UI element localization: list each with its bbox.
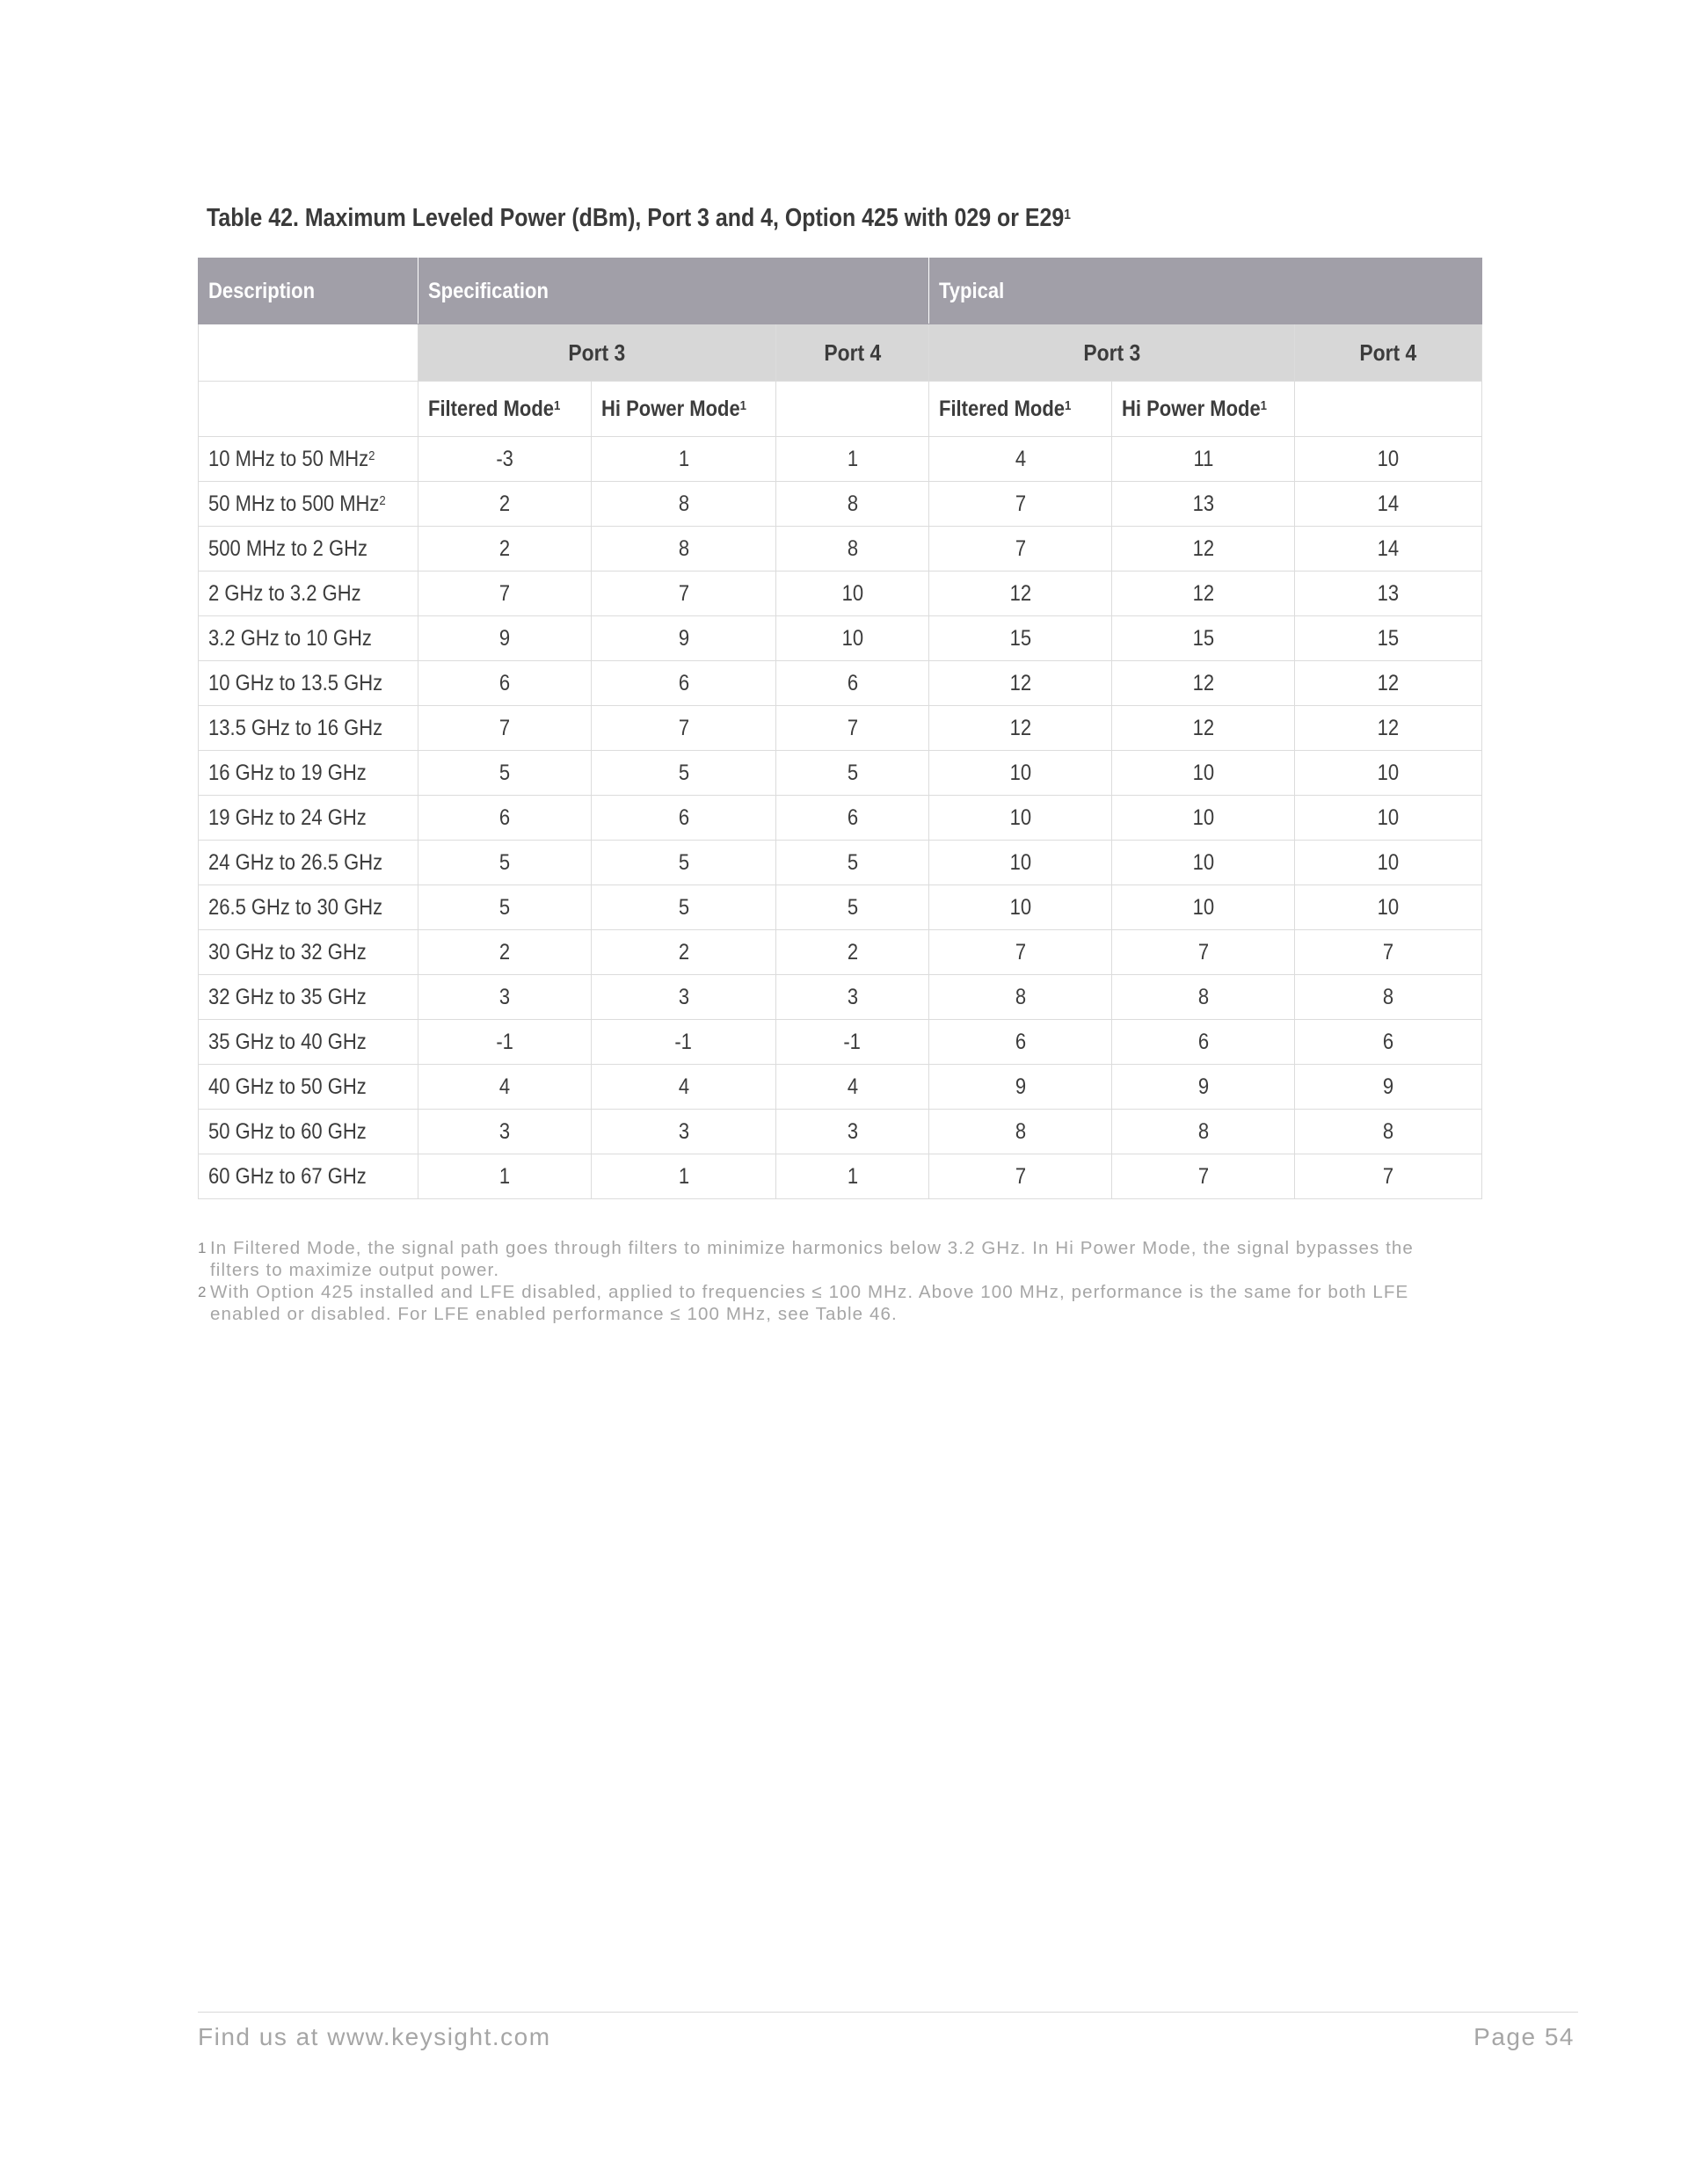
header-row-2 (199, 324, 1482, 382)
footnote-text: In Filtered Mode, the signal path goes through filters to minimize harmonics below 3.2 GHz. In Hi Power Mode, the signal bypasses the filters to maximize output power. (210, 1238, 1414, 1280)
footnote-marker: 2 (198, 1284, 207, 1300)
row-value: 4 (592, 1065, 776, 1110)
row-value: 1 (592, 1154, 776, 1199)
header-spec-port4: Port 4 (776, 324, 929, 382)
row-description: 10 MHz to 50 MHz$^2$ (199, 437, 418, 482)
row-value: 1 (776, 437, 929, 482)
row-value: 2 (418, 527, 592, 571)
row-value: 2 (776, 930, 929, 975)
row-value: 5 (418, 841, 592, 885)
row-value: 3 (592, 975, 776, 1020)
header-description: Description (199, 258, 418, 324)
footer-website: Find us at www.keysight.com (198, 2023, 551, 2050)
row-value: 7 (418, 571, 592, 616)
row-value: 13 (1295, 571, 1482, 616)
row-value: 10 (929, 841, 1112, 885)
row-value: 6 (776, 796, 929, 841)
row-description: 10 GHz to 13.5 GHz (199, 661, 418, 706)
row-description: 500 MHz to 2 GHz (199, 527, 418, 571)
row-description: 50 GHz to 60 GHz (199, 1110, 418, 1154)
row-value: 6 (1295, 1020, 1482, 1065)
row-value: 12 (929, 571, 1112, 616)
header-spec-port3: Port 3 (418, 324, 776, 382)
row-value: 3 (776, 975, 929, 1020)
row-value: -1 (418, 1020, 592, 1065)
row-value: 5 (418, 885, 592, 930)
row-description: 2 GHz to 3.2 GHz (199, 571, 418, 616)
footer-divider (198, 2012, 1578, 2013)
row-value: 9 (1295, 1065, 1482, 1110)
row-description: 32 GHz to 35 GHz (199, 975, 418, 1020)
footnote-text: With Option 425 installed and LFE disabled, applied to frequencies ≤ 100 MHz. Above 100 MHz, performance is the same for both LFE enabled or disabled. For LFE enabled performance ≤ 100 MHz, see Table 46. (210, 1282, 1409, 1324)
row-value: 15 (1112, 616, 1295, 661)
row-value: 13 (1112, 482, 1295, 527)
row-value: 8 (776, 482, 929, 527)
table-row (199, 571, 1482, 616)
row-value: 2 (418, 482, 592, 527)
row-value: 12 (929, 661, 1112, 706)
row-value: 2 (418, 930, 592, 975)
header-specification: Specification (418, 258, 929, 324)
row-value: 7 (1112, 930, 1295, 975)
row-value: 8 (1112, 975, 1295, 1020)
row-value: 7 (929, 1154, 1112, 1199)
row-value: 3 (418, 1110, 592, 1154)
row-value: 6 (592, 661, 776, 706)
row-description: 35 GHz to 40 GHz (199, 1020, 418, 1065)
row-value: 8 (1295, 975, 1482, 1020)
max-leveled-power-table (198, 258, 1482, 1199)
table-row (199, 616, 1482, 661)
row-value: 8 (929, 1110, 1112, 1154)
row-description: 30 GHz to 32 GHz (199, 930, 418, 975)
row-value: 5 (776, 751, 929, 796)
row-value: 10 (1295, 437, 1482, 482)
row-value: 6 (929, 1020, 1112, 1065)
table-row (199, 841, 1482, 885)
row-value: 10 (1295, 796, 1482, 841)
row-value: 10 (776, 616, 929, 661)
row-value: 10 (929, 796, 1112, 841)
row-value: 7 (592, 571, 776, 616)
row-description: 50 MHz to 500 MHz$^2$ (199, 482, 418, 527)
row-description: 24 GHz to 26.5 GHz (199, 841, 418, 885)
row-description: 40 GHz to 50 GHz (199, 1065, 418, 1110)
table-row (199, 885, 1482, 930)
row-value: 15 (1295, 616, 1482, 661)
table-row (199, 930, 1482, 975)
row-value: 10 (1295, 841, 1482, 885)
row-value: 10 (1295, 885, 1482, 930)
row-value: 9 (1112, 1065, 1295, 1110)
row-value: 10 (1112, 885, 1295, 930)
table-row (199, 482, 1482, 527)
row-value: 12 (1112, 571, 1295, 616)
row-value: 7 (929, 527, 1112, 571)
header-typ-filtered-mode: Filtered Mode$^1$ (929, 382, 1112, 437)
row-value: 15 (929, 616, 1112, 661)
row-value: 14 (1295, 482, 1482, 527)
row-value: 10 (1295, 751, 1482, 796)
row-value: 8 (1295, 1110, 1482, 1154)
row-value: 4 (929, 437, 1112, 482)
header-spec-hi-power-mode: Hi Power Mode$^1$ (592, 382, 776, 437)
table-row (199, 1110, 1482, 1154)
row-value: 6 (1112, 1020, 1295, 1065)
row-value: -1 (592, 1020, 776, 1065)
row-description: 60 GHz to 67 GHz (199, 1154, 418, 1199)
table-row (199, 661, 1482, 706)
table-row (199, 751, 1482, 796)
row-value: 9 (418, 616, 592, 661)
row-value: -3 (418, 437, 592, 482)
table-row (199, 437, 1482, 482)
row-value: 4 (776, 1065, 929, 1110)
table-row (199, 796, 1482, 841)
row-value: 5 (592, 885, 776, 930)
footnotes (198, 1237, 1455, 1325)
row-value: 8 (592, 527, 776, 571)
row-value: 8 (929, 975, 1112, 1020)
footer-page-number: Page 54 (1473, 2023, 1575, 2050)
row-value: 6 (418, 661, 592, 706)
row-value: 6 (776, 661, 929, 706)
table-row (199, 1154, 1482, 1199)
row-value: 7 (1112, 1154, 1295, 1199)
footnote-2 (198, 1281, 1455, 1325)
row-value: 3 (418, 975, 592, 1020)
row-value: 3 (592, 1110, 776, 1154)
row-value: 5 (776, 885, 929, 930)
header-typ-hi-power-mode: Hi Power Mode$^1$ (1112, 382, 1295, 437)
header-row-3 (199, 382, 1482, 437)
row-value: 5 (592, 751, 776, 796)
table-row (199, 706, 1482, 751)
row-value: 10 (1112, 751, 1295, 796)
row-value: 7 (776, 706, 929, 751)
header3-spec-port4-empty (776, 382, 929, 437)
row-value: 1 (418, 1154, 592, 1199)
title-footnote-mark: 1 (1064, 207, 1071, 222)
row-value: 10 (929, 751, 1112, 796)
table-title: Table 42. Maximum Leveled Power (dBm), Port 3 and 4, Option 425 with 029 or $E29^1$ (207, 204, 1071, 232)
row-description: 26.5 GHz to 30 GHz (199, 885, 418, 930)
row-value: 7 (929, 930, 1112, 975)
row-value: 12 (929, 706, 1112, 751)
table-row (199, 527, 1482, 571)
footnote-marker: 1 (198, 1240, 207, 1256)
row-value: 10 (1112, 841, 1295, 885)
row-value: 2 (592, 930, 776, 975)
row-value: 12 (1112, 706, 1295, 751)
row-value: 5 (592, 841, 776, 885)
header-typ-port3: Port 3 (929, 324, 1295, 382)
row-description: 13.5 GHz to 16 GHz (199, 706, 418, 751)
table-row (199, 1065, 1482, 1110)
row-value: 10 (929, 885, 1112, 930)
row-value: 8 (776, 527, 929, 571)
row-value: 8 (1112, 1110, 1295, 1154)
row-description: 16 GHz to 19 GHz (199, 751, 418, 796)
row-value: 7 (1295, 1154, 1482, 1199)
row-value: 6 (418, 796, 592, 841)
header-spec-filtered-mode: Filtered Mode$^1$ (418, 382, 592, 437)
table-row (199, 975, 1482, 1020)
row-value: 12 (1295, 661, 1482, 706)
row-value: 12 (1112, 661, 1295, 706)
row-value: 6 (592, 796, 776, 841)
row-value: 9 (929, 1065, 1112, 1110)
header3-empty (199, 382, 418, 437)
row-value: 7 (929, 482, 1112, 527)
row-value: 5 (776, 841, 929, 885)
row-description: 3.2 GHz to 10 GHz (199, 616, 418, 661)
header3-typ-port4-empty (1295, 382, 1482, 437)
table-row (199, 1020, 1482, 1065)
row-value: -1 (776, 1020, 929, 1065)
row-value: 7 (1295, 930, 1482, 975)
row-value: 12 (1295, 706, 1482, 751)
row-value: 12 (1112, 527, 1295, 571)
row-value: 8 (592, 482, 776, 527)
row-value: 1 (776, 1154, 929, 1199)
row-value: 4 (418, 1065, 592, 1110)
row-value: 1 (592, 437, 776, 482)
header-typ-port4: Port 4 (1295, 324, 1482, 382)
row-value: 7 (592, 706, 776, 751)
row-value: 5 (418, 751, 592, 796)
header-typical: Typical (929, 258, 1482, 324)
footnote-1 (198, 1237, 1455, 1281)
row-value: 3 (776, 1110, 929, 1154)
row-value: 10 (776, 571, 929, 616)
row-value: 9 (592, 616, 776, 661)
row-value: 7 (418, 706, 592, 751)
row-value: 14 (1295, 527, 1482, 571)
header-row-1 (199, 258, 1482, 324)
row-value: 10 (1112, 796, 1295, 841)
row-description: 19 GHz to 24 GHz (199, 796, 418, 841)
header2-empty (199, 324, 418, 382)
row-value: 11 (1112, 437, 1295, 482)
